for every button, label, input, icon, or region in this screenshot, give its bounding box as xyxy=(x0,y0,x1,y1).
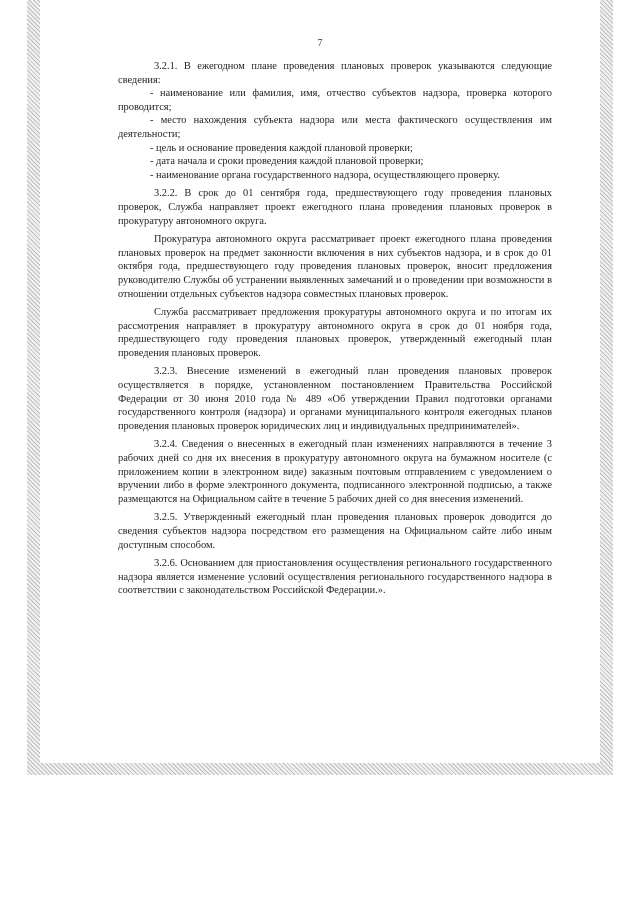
bottom-border-ornament xyxy=(27,763,613,775)
right-border-ornament xyxy=(600,0,613,775)
page-number: 7 xyxy=(317,38,323,49)
document-body xyxy=(118,60,552,598)
list-item: - цель и основание проведения каждой плановой проверки; xyxy=(150,142,413,154)
list-item: - наименование или фамилия, имя, отчество субъектов надзора, проверка которого проводится; xyxy=(118,88,552,113)
paragraph-3-2-3: 3.2.3. Внесение изменений в ежегодный план проведения плановых проверок осуществляется в порядке, установленном постановлением Правительства Российской Федерации от 30 июня 2010 года № 489 «Об утверждении Правил подготовки органами государственного контроля (надзора) и органами муниципального контроля ежегодных планов проведения плановых проверок юридических лиц и индивидуальных предпринимателей». xyxy=(118,366,552,432)
list-item: - наименование органа государственного надзора, осуществляющего проверку. xyxy=(150,169,500,181)
paragraph-3-2-4: 3.2.4. Сведения о внесенных в ежегодный план изменениях направляются в течение 3 рабочих дней со дня их внесения в прокуратуру автономного округа на бумажном носителе (с приложением копии в электронном виде) заказным почтовым отправлением с уведомлением о вручении либо в форме электронного документа, подписанного электронной подписью, а также размещаются на Официальном сайте в течение 5 рабочих дней со дня внесения изменений. xyxy=(118,439,552,505)
left-border-ornament xyxy=(27,0,40,775)
paragraph-3-2-1: 3.2.1. В ежегодном плане проведения плановых проверок указываются следующие сведения: xyxy=(118,61,552,86)
paragraph-service-review: Служба рассматривает предложения прокуратуры автономного округа и по итогам их рассмотрения направляет в прокуратуру автономного округа в срок до 01 ноября года, предшествующего году проведения плановых проверок, утвержденный ежегодный план проведения плановых проверок. xyxy=(118,307,552,359)
paragraph-3-2-5: 3.2.5. Утвержденный ежегодный план проведения плановых проверок доводится до сведения субъектов надзора посредством его размещения на Официальном сайте либо иным доступным способом. xyxy=(118,512,552,551)
list-item: - дата начала и сроки проведения каждой плановой проверки; xyxy=(150,156,424,168)
paragraph-3-2-6: 3.2.6. Основанием для приостановления осуществления регионального государственного надзора является изменение условий осуществления регионального государственного надзора в соответствии с законодательством Российской Федерации.». xyxy=(118,558,552,597)
list-item: - место нахождения субъекта надзора или места фактического осуществления им деятельности; xyxy=(118,115,552,140)
paragraph-prosecutor-review: Прокуратура автономного округа рассматривает проект ежегодного плана проведения плановых проверок на предмет законности включения в них субъектов надзора, и в срок до 01 октября года, предшествующего году проведения плановых проверок, вносит предложения руководителю Службы об устранении выявленных замечаний и о проведении при возможности в отношении отдельных субъектов надзора совместных плановых проверок. xyxy=(118,234,552,300)
paragraph-3-2-2: 3.2.2. В срок до 01 сентября года, предшествующего году проведения плановых проверок, Служба направляет проект ежегодного плана проведения плановых проверок в прокуратуру автономного округа. xyxy=(118,188,552,227)
